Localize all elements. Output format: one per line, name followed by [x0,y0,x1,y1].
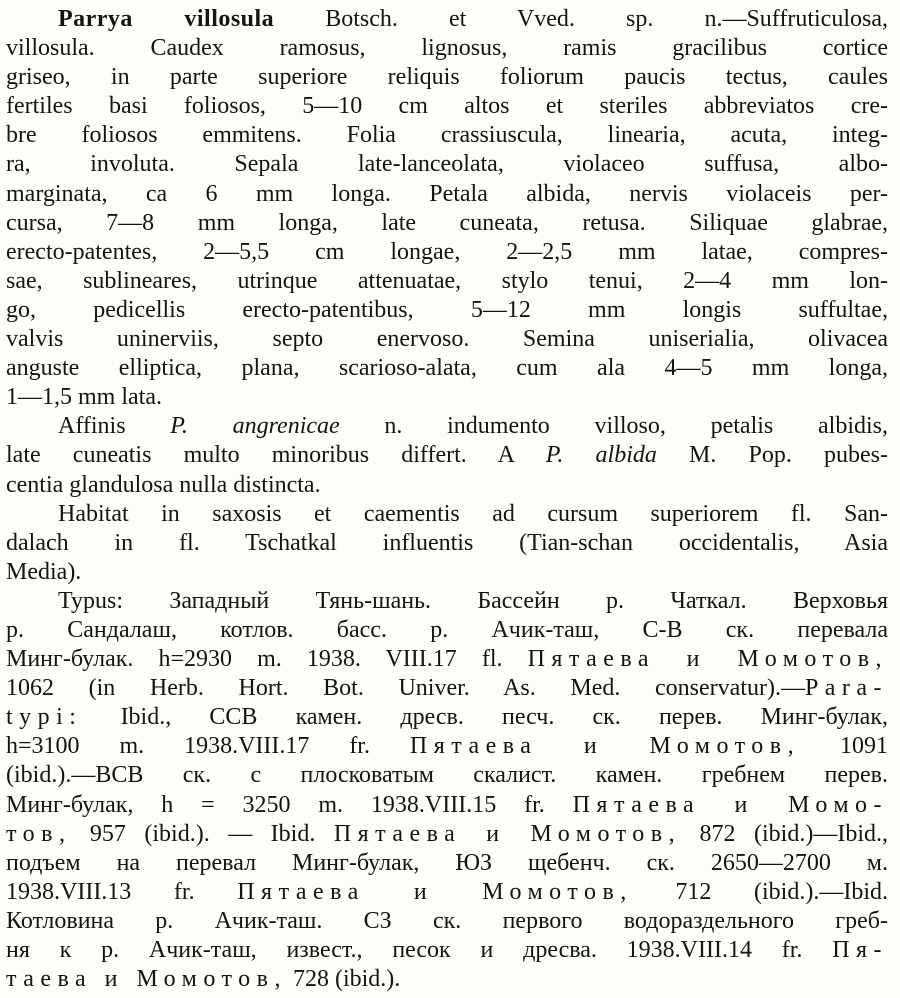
text-run: Para- [804,675,888,702]
text-run: late cuneatis multo minoribus differt. A [6,442,546,469]
collector-names: Пятаева и Момотов, [527,646,888,673]
collector-names: таева и Момотов, [6,966,287,993]
text-line [6,500,888,529]
text-line [6,92,888,121]
text-run: h=3100 m. 1938.VIII.17 fr. [6,733,410,760]
text-run: Ibid., ССВ камен. дресв. песч. ск. перев. Минг-булак, [82,704,888,731]
text-line [6,791,888,820]
text-run: anguste elliptica, plana, scarioso-alata, cum ala 4—5 mm longa, [6,355,888,382]
text-line [6,849,888,878]
text-run: n. indumento villoso, petalis albidis, [339,413,888,440]
text-run: marginata, ca 6 mm longa. Petala albida, nervis violaceis per- [6,180,888,207]
text-run: Минг-булак. h=2930 m. 1938. VIII.17 fl. [6,646,528,673]
text-run: griseo, in parte superiore reliquis foliorum paucis tectus, caules [6,64,888,91]
text-run: typi: [6,704,83,731]
collector-names: Пятаева и Момотов, [333,820,682,847]
text-line [6,936,888,965]
text-line [6,965,888,994]
text-line [6,878,888,907]
text-run: 728 (ibid.). [286,966,401,993]
text-run: ra, involuta. Sepala late-lanceolata, violaceo suffusa, albo- [6,151,888,178]
text-run: Typus: Западный Тянь-шань. Бассейн р. Чаткал. Верховья [58,587,888,614]
text-run: go, pedicellis erecto-patentibus, 5—12 mm longis suffultae, [6,296,888,323]
text-line [6,703,888,732]
text-line [6,820,888,849]
text-run: Botsch. et Vved. sp. n.—Suffruticulosa, [274,6,888,32]
text-run: bre foliosos emmitens. Folia crassiuscula, linearia, acuta, integ- [6,122,888,149]
text-run: (ibid.).—ВСВ ск. с плосковатым скалист. камен. гребнем перев. [6,762,888,789]
text-run: подъем на перевал Минг-булак, ЮЗ щебенч. ск. 2650—2700 м. [6,849,888,876]
text-run: dalach in fl. Tschatkal influentis (Tian-schan occidentalis, Asia [6,529,888,556]
text-run: centia glandulosa nulla distincta. [6,471,321,498]
text-line [6,732,888,761]
text-run: тов, [6,820,72,847]
text-line [6,121,888,150]
text-line [6,674,888,703]
text-run: 1938.VIII.13 fr. [6,878,238,905]
text-line [6,354,888,383]
text-run: Affinis [58,413,171,440]
text-run: 1—1,5 mm lata. [6,384,162,411]
text-line [6,180,888,209]
text-run: р. Сандалаш, котлов. басс. р. Ачик-таш, С-В ск. перевала [6,616,888,643]
text-run: Media). [6,558,82,585]
text-line [6,325,888,354]
text-line [6,238,888,267]
text-line [6,34,888,63]
text-line [6,645,888,674]
text-run: villosula. Caudex ramosus, lignosus, ramis gracilibus cortice [6,35,888,62]
text-line [6,209,888,238]
text-run: 957 (ibid.). — Ibid. [71,820,334,847]
text-run: Habitat in saxosis et caementis ad cursum superiorem fl. San- [58,500,888,527]
text-run: erecto-patentes, 2—5,5 cm longae, 2—2,5 mm latae, compres- [6,238,888,265]
text-run: 1091 [800,733,888,760]
species-name: Parrya villosula [58,6,275,32]
text-line [6,907,888,936]
text-line [6,587,888,616]
text-line [6,441,888,470]
text-line [6,616,888,645]
text-line [6,296,888,325]
related-species-name: P. angrenicae [170,413,340,440]
text-line [6,63,888,92]
text-line [6,529,888,558]
text-line [6,267,888,296]
related-species-name: P. albida [545,442,657,469]
collector-names: Пя- [832,937,888,963]
text-run: 1062 (in Herb. Hort. Bot. Univer. As. Med. conservatur).— [6,675,805,702]
text-run: 712 (ibid.).—Ibid. [632,878,888,905]
text-line [6,5,888,34]
text-run: M. Pop. pubes- [656,442,888,469]
text-run: Минг-булак, h = 3250 m. 1938.VIII.15 fr. [6,791,573,818]
text-line [6,150,888,179]
text-run: ня к р. Ачик-таш, извест., песок и дресва. 1938.VIII.14 fr. [6,937,833,963]
collector-names: Пятаева и Момотов, [237,878,633,905]
text-line [6,412,888,441]
text-run: fertiles basi foliosos, 5—10 cm altos et steriles abbreviatos cre- [6,93,888,120]
text-run: cursa, 7—8 mm longa, late cuneata, retusa. Siliquae glabrae, [6,209,888,236]
text-run: Котловина р. Ачик-таш. СЗ ск. первого водораздельного греб- [6,907,888,934]
text-run: sae, sublineares, utrinque attenuatae, stylo tenui, 2—4 mm lon- [6,267,888,294]
text-run: valvis uninerviis, septo enervoso. Semina uniserialia, olivacea [6,326,888,353]
text-line [6,471,888,500]
text-line [6,383,888,412]
text-run: 872 (ibid.)—Ibid., [681,820,888,847]
text-line [6,761,888,790]
collector-names: Пятаева и Момо- [572,791,888,818]
collector-names: Пятаева и Момотов, [409,733,801,760]
text-line [6,558,888,587]
